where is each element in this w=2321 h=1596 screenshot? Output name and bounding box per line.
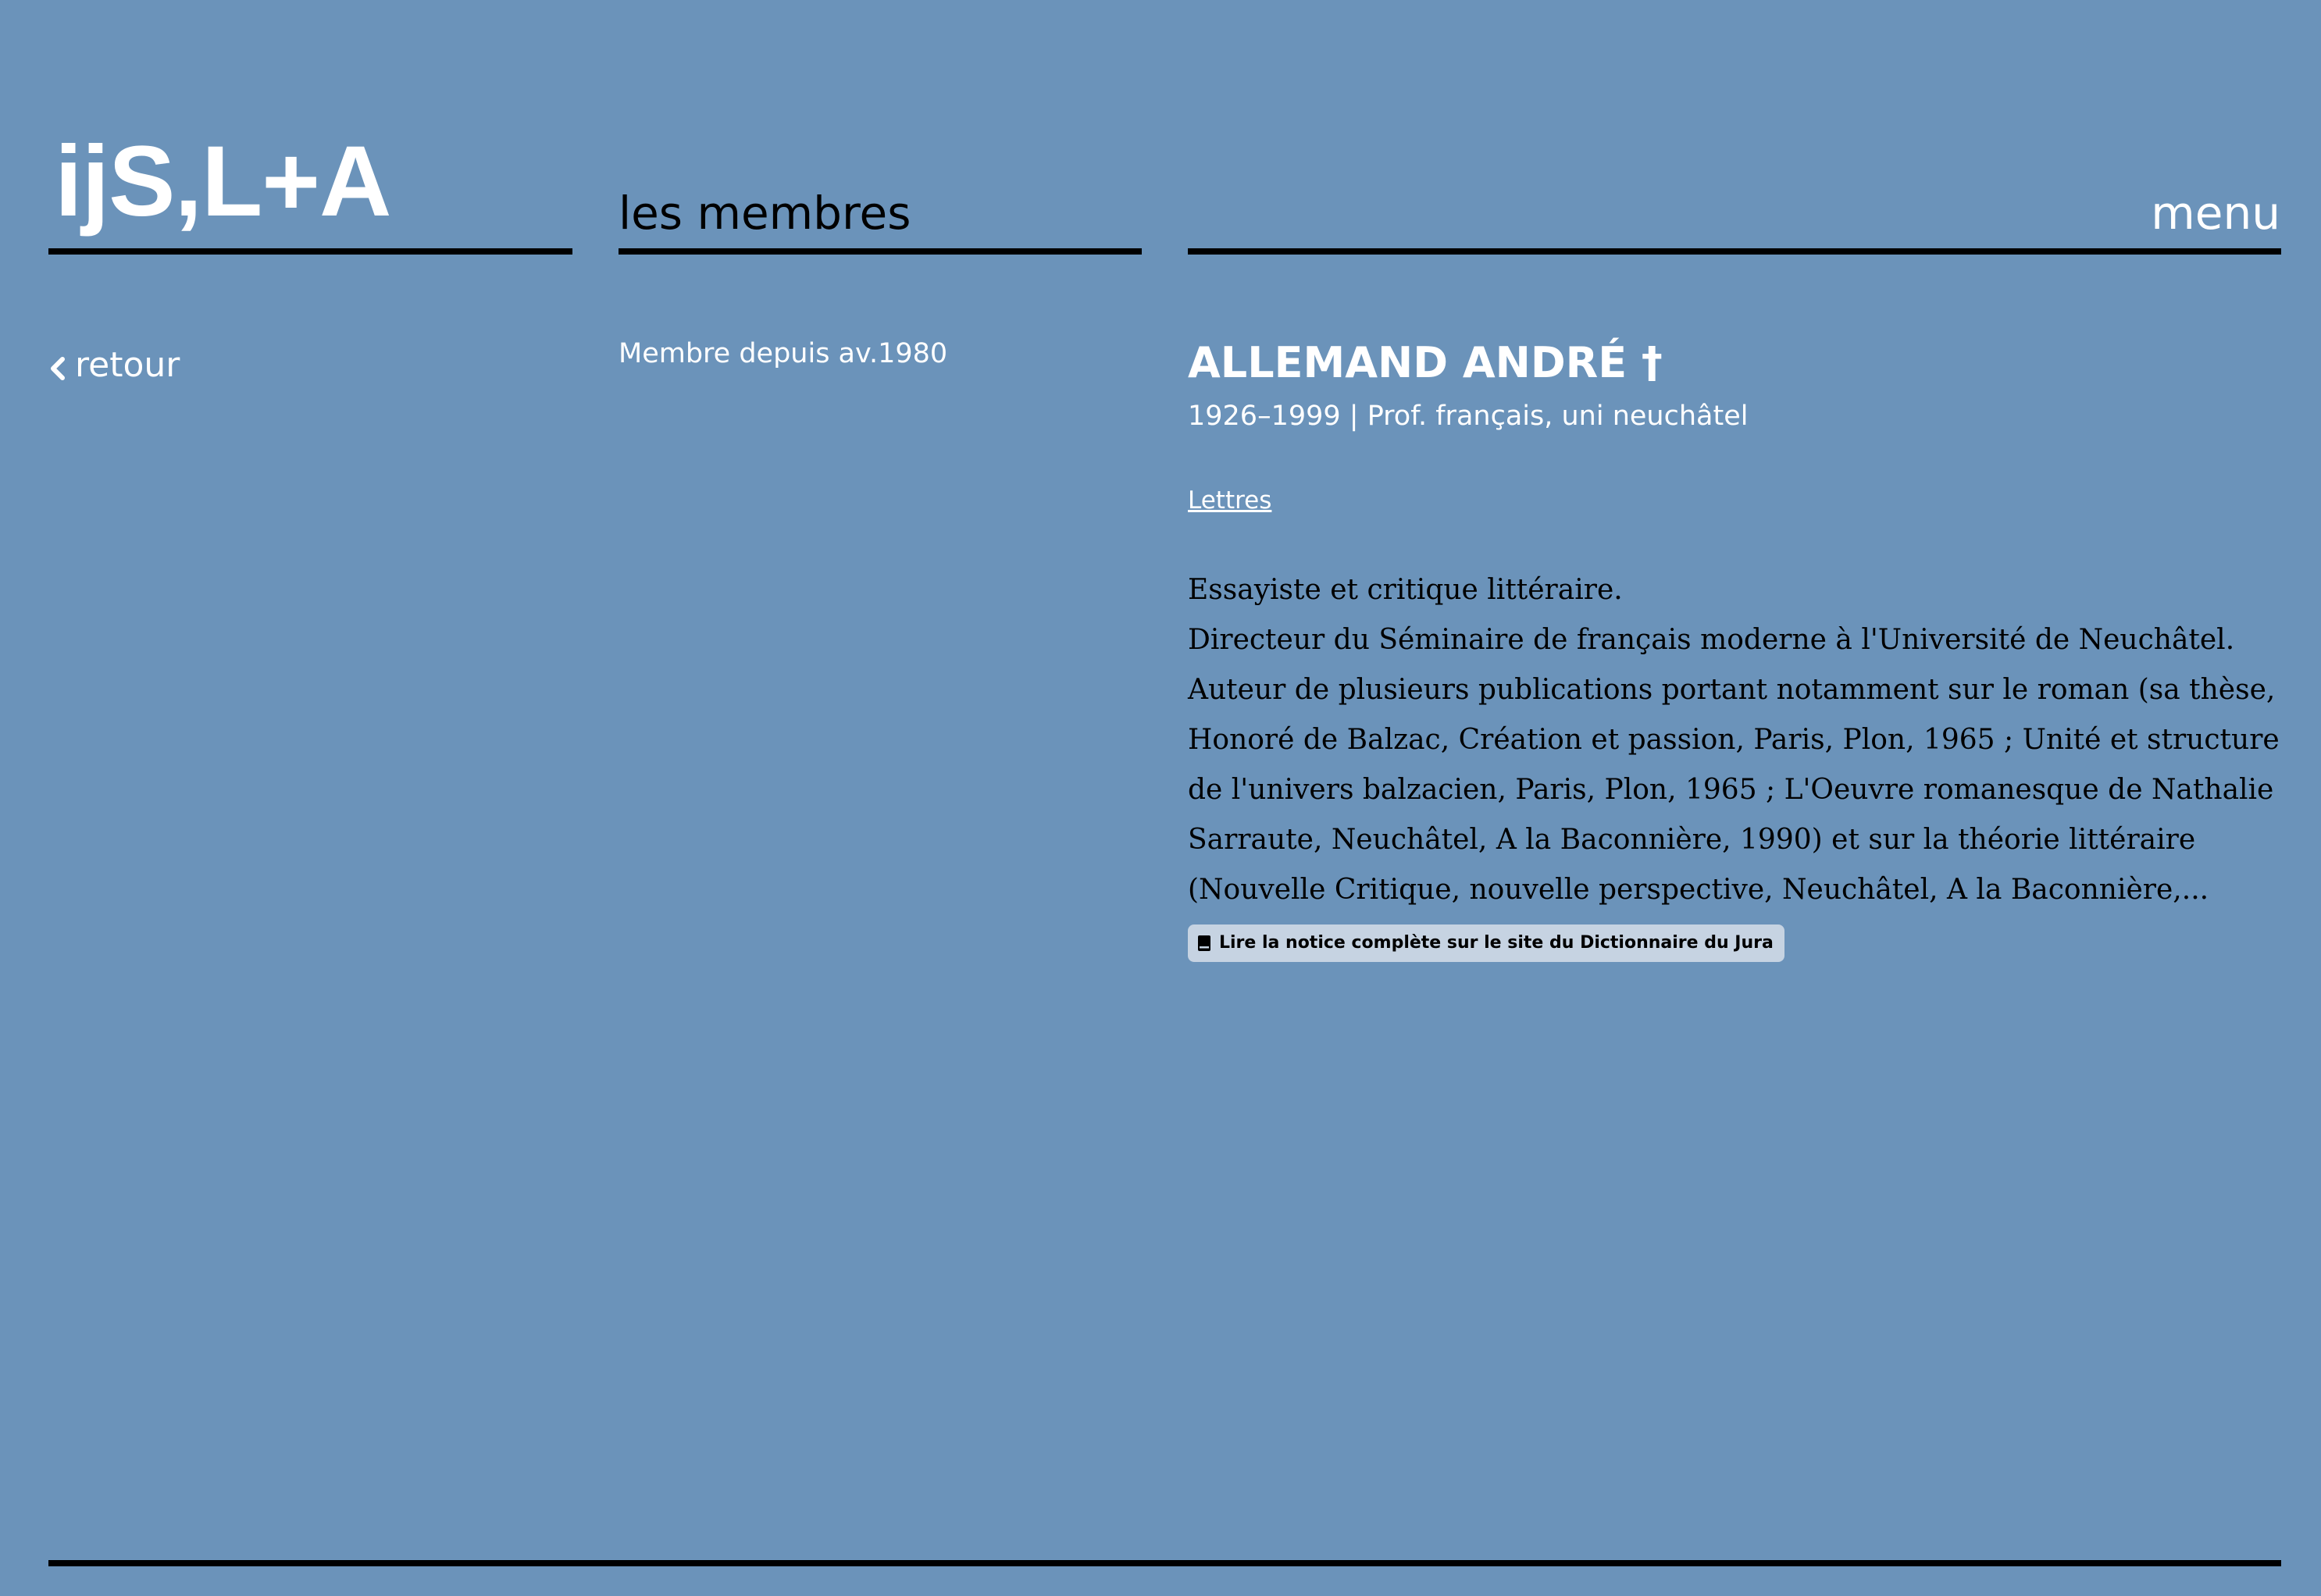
menu-underline — [1188, 248, 2281, 255]
book-icon — [1197, 935, 1211, 952]
member-detail — [1188, 336, 2281, 962]
member-since: Membre depuis av.1980 — [619, 338, 948, 369]
menu-button[interactable]: menu — [2151, 187, 2280, 240]
bio-line: (Nouvelle Critique, nouvelle perspective, Neuchâtel, A la Baconnière,... — [1188, 874, 2209, 906]
bio-line: Honoré de Balzac, Création et passion, Paris, Plon, 1965 ; Unité et structure — [1188, 724, 2280, 756]
full-notice-button[interactable] — [1188, 924, 1784, 962]
bio-line: Directeur du Séminaire de français moderne à l'Université de Neuchâtel. — [1188, 624, 2235, 656]
member-name: ALLEMAND ANDRÉ † — [1188, 338, 1663, 387]
logo-underline — [48, 248, 572, 255]
member-meta: 1926–1999 | Prof. français, uni neuchâtel — [1188, 401, 1749, 432]
full-notice-label: Lire la notice complète sur le site du Dictionnaire du Jura — [1219, 933, 1774, 953]
site-logo[interactable]: ijS,L+A — [55, 126, 391, 237]
back-link[interactable] — [48, 342, 180, 389]
bio-line: de l'univers balzacien, Paris, Plon, 1965 ; L'Oeuvre romanesque de Nathalie — [1188, 774, 2274, 806]
bio-line: Sarraute, Neuchâtel, A la Baconnière, 1990) et sur la théorie littéraire — [1188, 824, 2196, 856]
page-title: les membres — [619, 187, 911, 240]
back-link-label: retour — [75, 345, 180, 385]
title-underline — [619, 248, 1142, 255]
bio-line: Essayiste et critique littéraire. — [1188, 574, 1623, 606]
footer-rule — [48, 1560, 2281, 1566]
category-link[interactable]: Lettres — [1188, 486, 1272, 515]
member-bio — [1188, 565, 2281, 915]
bio-line: Auteur de plusieurs publications portant notamment sur le roman (sa thèse, — [1188, 674, 2276, 706]
chevron-left-icon — [48, 350, 67, 381]
